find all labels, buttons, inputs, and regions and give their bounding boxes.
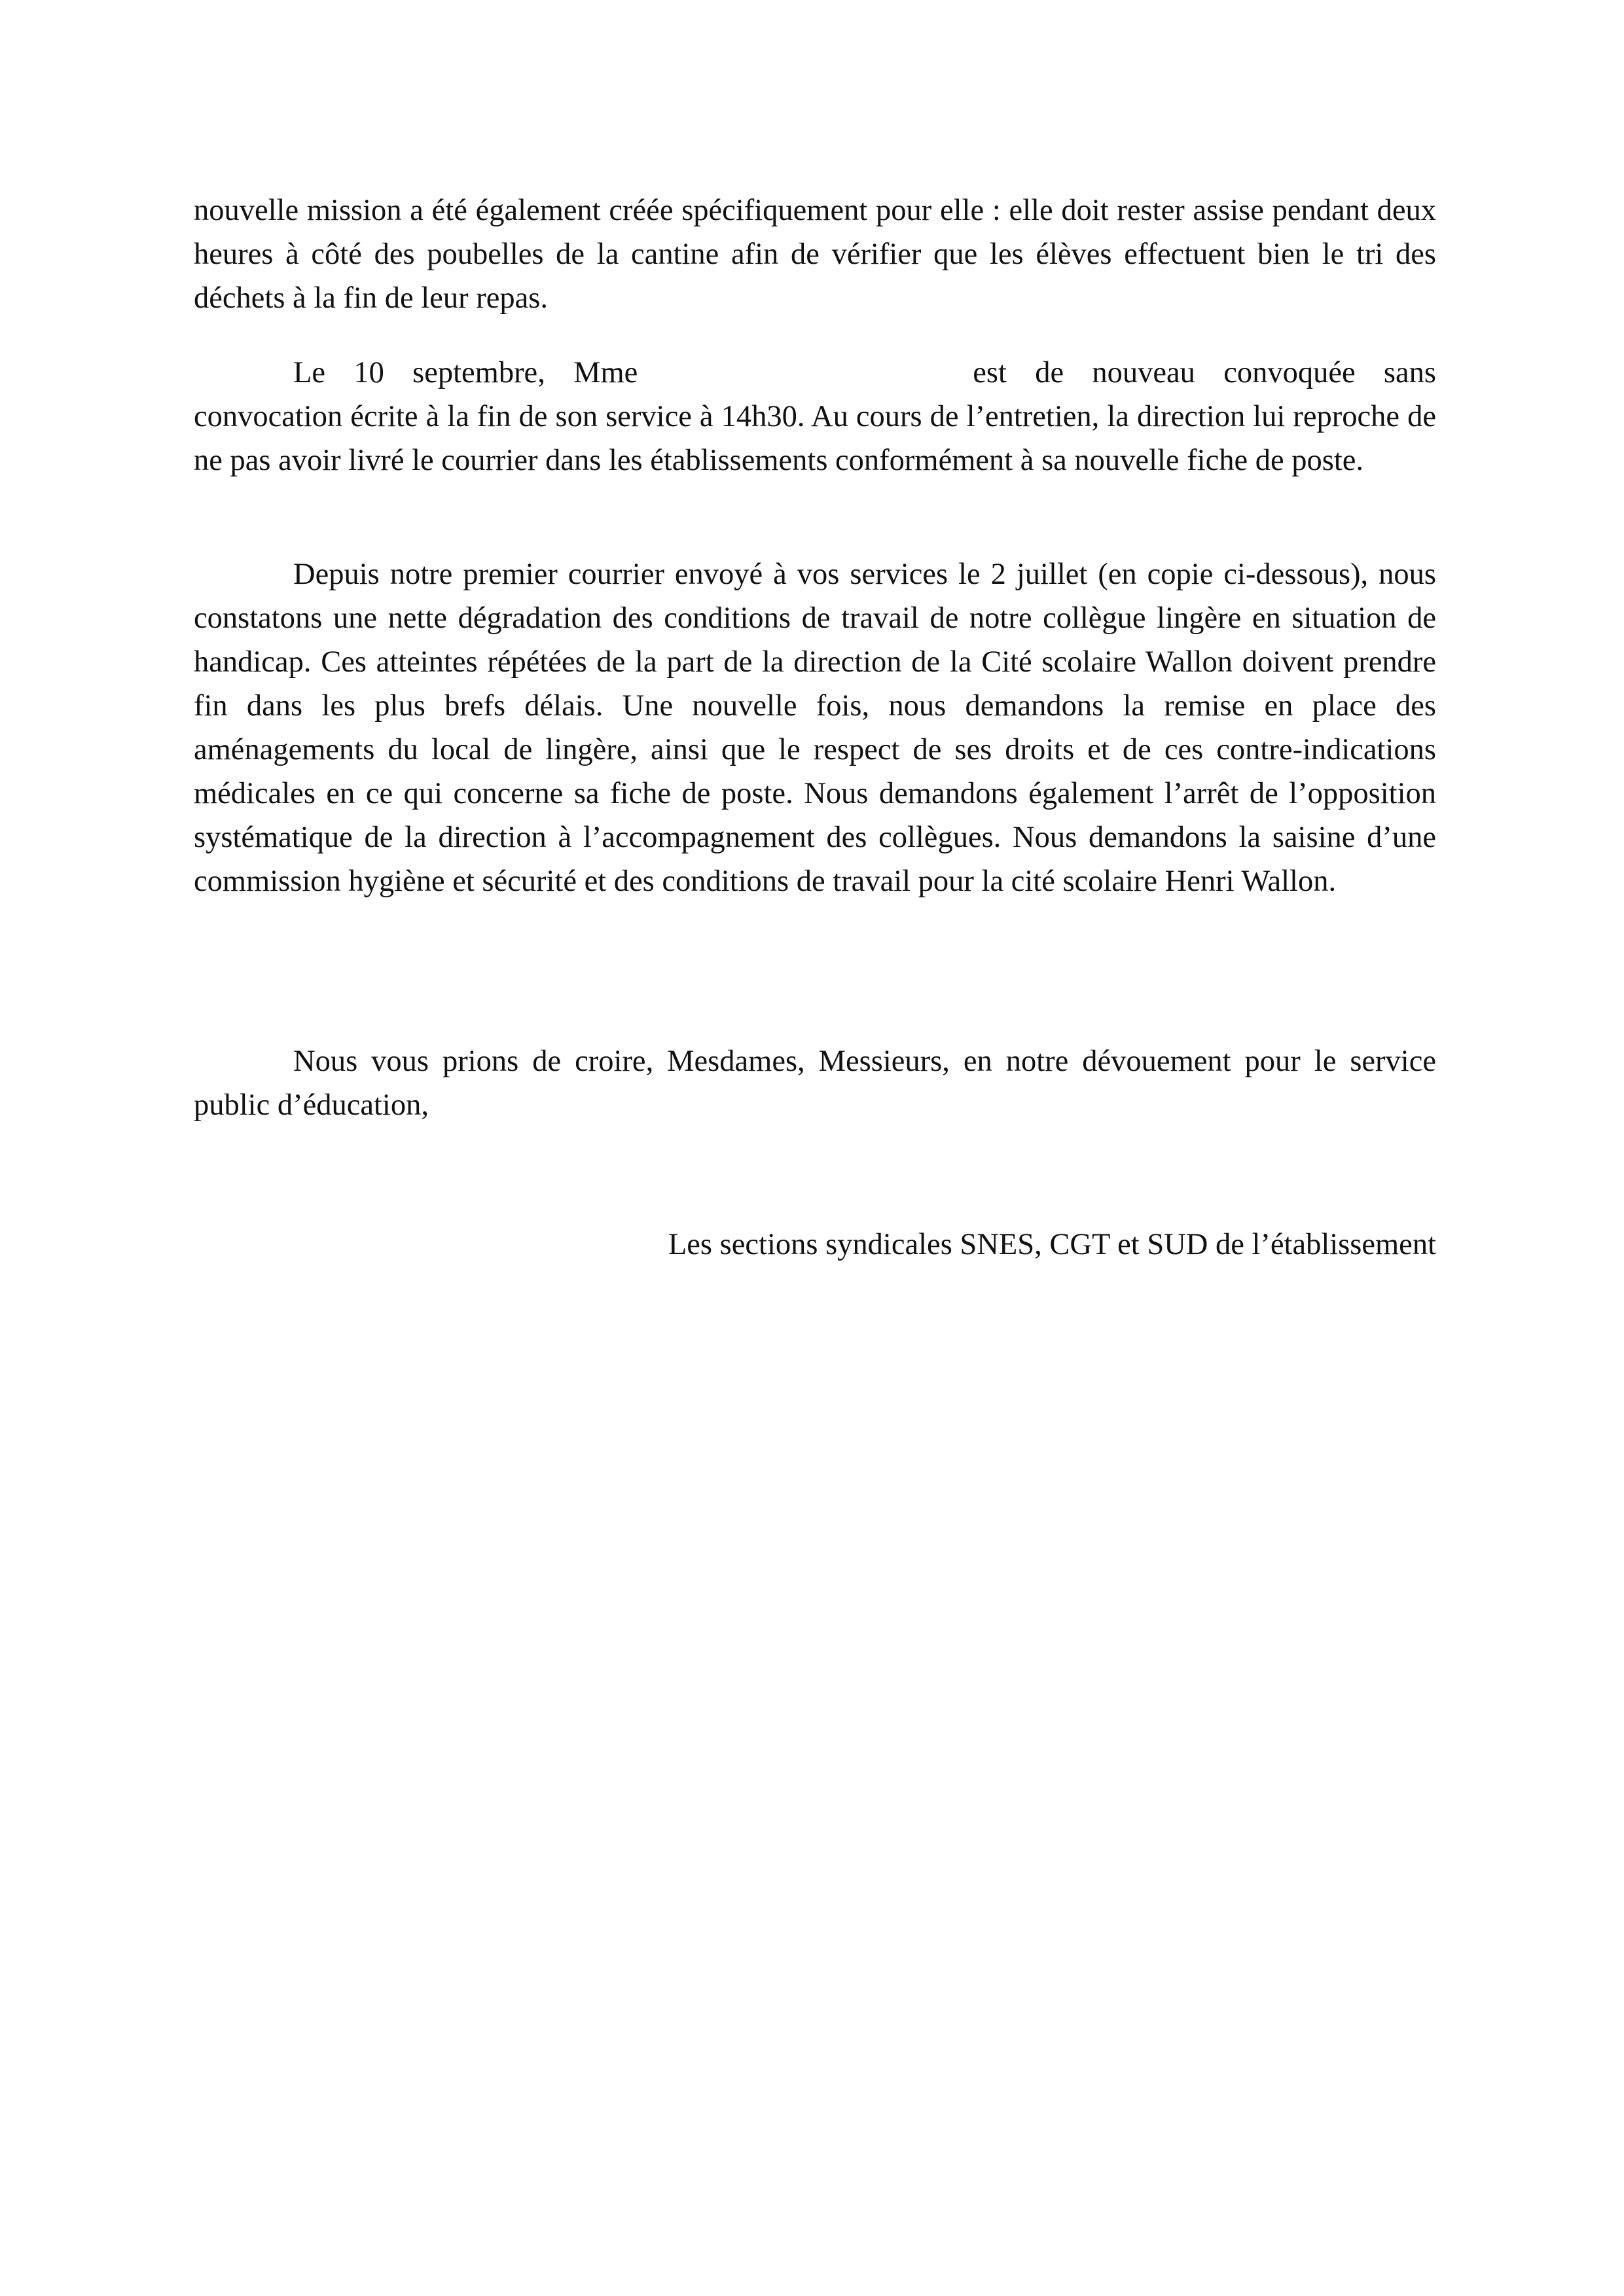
paragraph-convocation [194,351,1436,482]
paragraph-closing [194,1039,1436,1127]
signature-line: Les sections syndicales SNES, CGT et SUD de l’établissement [668,1228,1436,1261]
paragraph-demands [194,552,1436,903]
paragraph-1-text: nouvelle mission a été également créée spécifiquement pour elle : elle doit rester assise pendant deux heures à côté des poubelles de la cantine afin de vérifier que les élèves effectuent bien le tri des déchets à la fin de leur repas. [194,194,1436,315]
paragraph-continuation [194,188,1436,320]
paragraph-3-text: Depuis notre premier courrier envoyé à vos services le 2 juillet (en copie ci-dessous), nous constatons une nette dégradation des conditions de travail de notre collègue lingère en situation de handicap. Ces atteintes répétées de la part de la direction de la Cité scolaire Wallon doivent prendre fin dans les plus brefs délais. Une nouvelle fois, nous demandons la remise en place des aménagements du local de lingère, ainsi que le respect de ses droits et de ces contre-indications médicales en ce qui concerne sa fiche de poste. Nous demandons également l’arrêt de l’opposition systématique de la direction à l’accompagnement des collègues. Nous demandons la saisine d’une commission hygiène et sécurité et des conditions de travail pour la cité scolaire Henri Wallon. [194,558,1436,898]
paragraph-4-text: Nous vous prions de croire, Mesdames, Messieurs, en notre dévouement pour le service public d’éducation, [194,1045,1436,1122]
paragraph-2-start: Le 10 septembre, Mme [293,356,638,389]
paragraph-2-end: est de nouveau convoquée sans convocation écrite à la fin de son service à 14h30. Au cours de l’entretien, la direction lui reproche de ne pas avoir livré le courrier dans les établissements conformément à sa nouvelle fiche de poste. [194,356,1436,477]
